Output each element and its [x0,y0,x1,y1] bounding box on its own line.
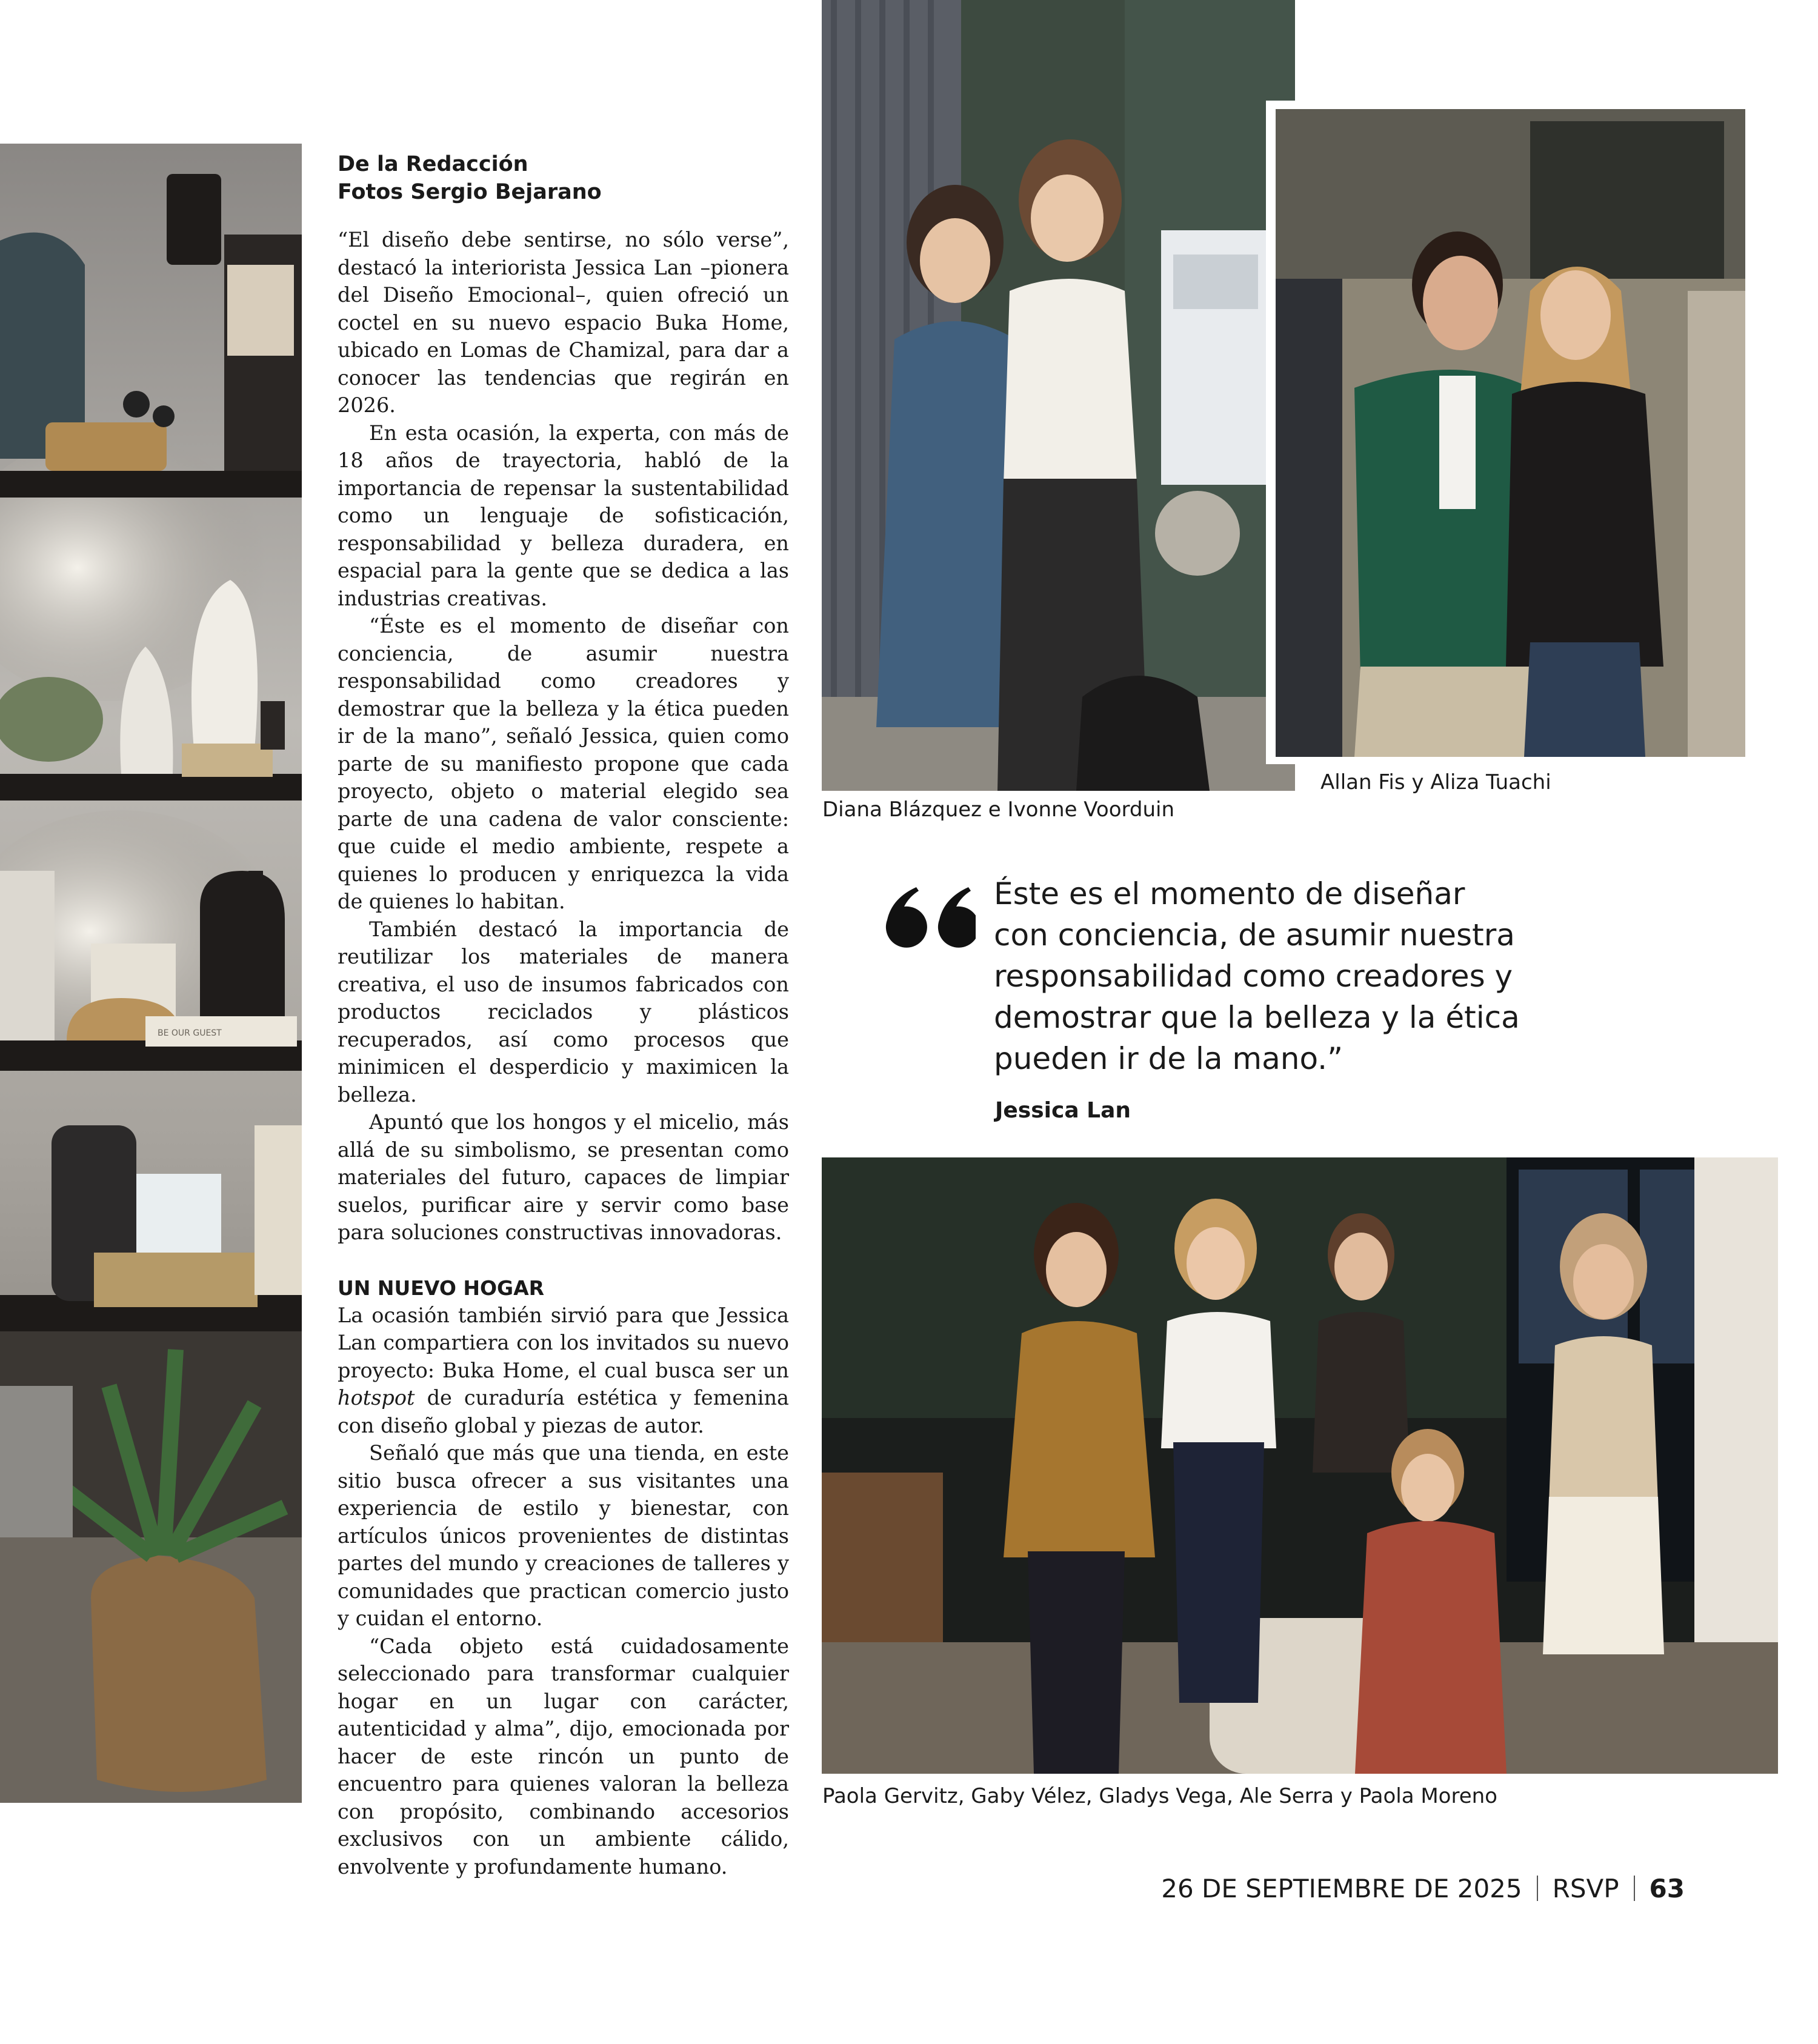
pull-quote-line: pueden ir de la mano.” [994,1041,1343,1076]
paragraph: “El diseño debe sentirse, no sólo verse”, destacó la interiorista Jessica Lan –pionera del Diseño Emocional–, quien ofreció un coctel en su nuevo espacio Buka Home, ubicado en Lomas de Chamizal, para dar a conocer las tendencias que regirán en 2026. [338,228,789,417]
byline [338,150,789,206]
caption-group: Paola Gervitz, Gaby Vélez, Gladys Vega, Ale Serra y Paola Moreno [822,1784,1497,1808]
page-number: 63 [1649,1874,1685,1903]
text-run: La ocasión también sirvió para que Jessica Lan compartiera con los invitados su nuevo proyecto: Buka Home, el cual busca ser un [338,1303,789,1382]
pull-quote [994,873,1600,1079]
paragraph: “Éste es el momento de diseñar con conciencia, de asumir nuestra responsabilidad como creadores y demostrar que la belleza y la ética pueden ir de la mano”, señaló Jessica, quien como parte de su manifiesto propone que cada proyecto, objeto o material elegido sea parte de una cadena de valor consciente: que cuide el medio ambiente, respete a quienes lo producen y enriquezca la vida de quienes lo habitan. [338,614,789,913]
italic-term: hotspot [338,1386,415,1410]
byline-photos: Fotos Sergio Bejarano [338,180,602,204]
footer-divider [1634,1876,1635,1901]
pull-quote-line: con conciencia, de asumir nuestra [994,917,1515,953]
section-subhead: UN NUEVO HOGAR [338,1276,545,1300]
quote-mark-icon [874,877,976,954]
paragraph [338,1302,789,1440]
photo-group [822,1157,1778,1774]
caption-diana-ivonne: Diana Blázquez e Ivonne Voorduin [822,797,1175,822]
pull-quote-line: demostrar que la belleza y la ética [994,1000,1520,1035]
paragraph: También destacó la importancia de reutilizar los materiales de manera creativa, el uso de insumos fabricados con productos reciclados y plásticos recuperados, así como procesos que minimicen el desperdicio y maximicen la belleza. [338,917,789,1107]
article-body [338,150,789,1880]
paragraph: Señaló que más que una tienda, en este sitio busca ofrecer a sus visitantes una experiencia de estilo y bienestar, con artículos únicos provenientes de distintas partes del mundo y creaciones de talleres y comunidades que practican comercio justo y cuidan el entorno. [338,1441,789,1630]
issue-date: 26 DE SEPTIEMBRE DE 2025 [1161,1874,1522,1903]
shelf-decor-photo [0,144,302,1803]
book-spine-text: BE OUR GUEST [158,1028,222,1038]
pull-quote-line: responsabilidad como creadores y [994,959,1513,994]
photo-allan-aliza [1276,109,1745,757]
paragraph: “Cada objeto está cuidadosamente seleccionado para transformar cualquier hogar en un lugar con carácter, autenticidad y alma”, dijo, emocionada por hacer de este rincón un punto de encuentro para quienes valoran la belleza con propósito, combinando accesorios exclusivos con un ambiente cálido, envolvente y profundamente humano. [338,1634,789,1879]
caption-allan-aliza: Allan Fis y Aliza Tuachi [1320,770,1551,794]
text-run: de curaduría estética y femenina con diseño global y piezas de autor. [338,1386,789,1437]
paragraph: Apuntó que los hongos y el micelio, más allá de su simbolismo, se presentan como materiales del futuro, capaces de limpiar suelos, purificar aire y servir como base para soluciones constructivas innovadoras. [338,1110,789,1244]
pull-quote-line: Éste es el momento de diseñar [994,876,1465,911]
footer-divider [1537,1876,1538,1901]
pull-quote-author: Jessica Lan [995,1098,1131,1123]
page-footer [1079,1874,1685,1904]
photo-diana-ivonne [822,0,1295,791]
publication-name: RSVP [1552,1874,1619,1903]
byline-author: De la Redacción [338,152,528,176]
paragraph: En esta ocasión, la experta, con más de 18 años de trayectoria, habló de la importancia de repensar la sustentabilidad como un lenguaje de sofisticación, responsabilidad y belleza duradera, en espacial para la gente que se dedica a las industrias creativas. [338,421,789,610]
